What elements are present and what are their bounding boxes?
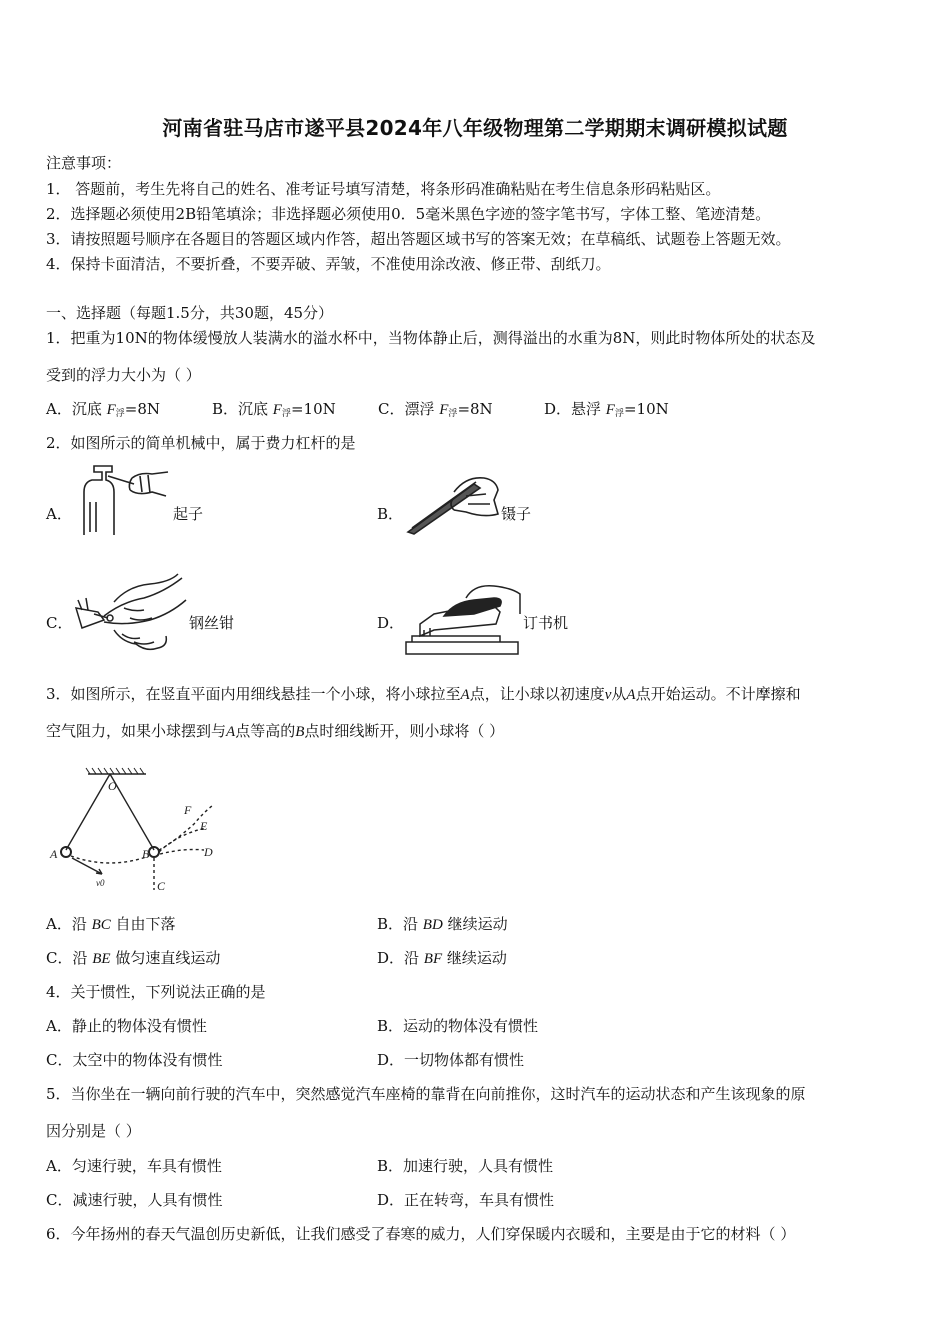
label-f: F — [184, 803, 192, 817]
q5-stem-line1: 5．当你坐在一辆向前行驶的汽车中，突然感觉汽车座椅的靠背在向前推你，这时汽车的运动状态和产生该现象的原 — [46, 1085, 806, 1103]
q4-option-d: D．一切物体都有惯性 — [377, 1051, 525, 1069]
label-c: C — [157, 879, 166, 893]
velocity-arrow — [72, 858, 102, 874]
label-e: E — [200, 819, 208, 833]
q2-option-a-name: 起子 — [173, 505, 204, 523]
notice-item-2: 2．选择题必须使用2B铅笔填涂；非选择题必须使用0．5毫米黑色字迹的签字笔书写，字体工整、笔迹清楚。 — [46, 205, 771, 223]
notice-item-1: 1． 答题前，考生先将自己的姓名、准考证号填写清楚，将条形码准确粘贴在考生信息条形码粘贴区。 — [46, 180, 721, 198]
q1-option-c: C．漂浮 $F_浮=8N$ — [378, 400, 493, 419]
label-b: B — [142, 847, 150, 861]
section-heading: 一、选择题（每题1.5分，共30题，45分） — [46, 304, 334, 322]
q5-option-c: C．减速行驶，人具有惯性 — [46, 1191, 223, 1209]
q2-option-a-letter: A． — [46, 505, 72, 523]
q2-option-c-letter: C． — [46, 614, 73, 632]
ball-a — [61, 847, 71, 857]
path-bd — [160, 850, 204, 855]
q2-option-c-name: 钢丝钳 — [189, 614, 235, 632]
notice-heading: 注意事项： — [46, 154, 122, 172]
q4-option-a: A．静止的物体没有惯性 — [46, 1017, 207, 1035]
q2-option-d-name: 订书机 — [523, 614, 569, 632]
stapler-illustration — [404, 584, 522, 656]
q3-option-d: D．沿 BF 继续运动 — [377, 949, 507, 967]
q4-option-b: B．运动的物体没有惯性 — [377, 1017, 539, 1035]
q3-option-b: B．沿 BD 继续运动 — [377, 915, 508, 933]
q4-stem: 4．关于惯性，下列说法正确的是 — [46, 983, 266, 1001]
pendulum-figure — [44, 766, 224, 894]
q2-option-d-letter: D． — [377, 614, 405, 632]
q2-option-b-name: 镊子 — [501, 505, 532, 523]
label-d: D — [204, 845, 213, 859]
q6-stem: 6．今年扬州的春天气温创历史新低，让我们感受了春寒的威力，人们穿保暖内衣暖和，主要是由于它的材料（ ） — [46, 1225, 796, 1243]
path-be — [159, 828, 206, 852]
notice-item-3: 3．请按照题号顺序在各题目的答题区域内作答，超出答题区域书写的答案无效；在草稿纸、试题卷上答题无效。 — [46, 230, 791, 248]
q5-option-d: D．正在转弯，车具有惯性 — [377, 1191, 555, 1209]
bottle-opener-illustration — [72, 462, 172, 536]
label-o: O — [108, 779, 117, 793]
q4-option-c: C．太空中的物体没有惯性 — [46, 1051, 223, 1069]
q2-stem: 2．如图所示的简单机械中，属于费力杠杆的是 — [46, 434, 356, 452]
q5-stem-line2: 因分别是（ ） — [46, 1122, 141, 1140]
q1-option-b: B．沉底 $F_浮=10N$ — [212, 400, 336, 419]
label-a: A — [50, 847, 58, 861]
q1-option-a: A．沉底 $F_浮=8N$ — [46, 400, 161, 419]
q5-option-a: A．匀速行驶，车具有惯性 — [46, 1157, 222, 1175]
swing-arc — [71, 856, 149, 863]
q3-option-a: A．沿 BC 自由下落 — [46, 915, 176, 933]
q2-option-b-letter: B． — [377, 505, 404, 523]
q1-option-d: D．悬浮 $F_浮=10N$ — [544, 400, 669, 419]
string-to-a — [66, 774, 110, 850]
q3-stem-line2: 空气阻力，如果小球摆到与A点等高的B点时细线断开，则小球将（ ） — [46, 722, 505, 740]
tweezers-illustration — [404, 474, 500, 536]
label-v0: v0 — [96, 878, 105, 888]
q3-option-c: C．沿 BE 做匀速直线运动 — [46, 949, 221, 967]
page-title: 河南省驻马店市遂平县2024年八年级物理第二学期期末调研模拟试题 — [162, 116, 788, 140]
q5-option-b: B．加速行驶，人具有惯性 — [377, 1157, 554, 1175]
q3-stem-line1: 3．如图所示，在竖直平面内用细线悬挂一个小球，将小球拉至A点，让小球以初速度v从A点开始运动。不计摩擦和 — [46, 685, 801, 703]
ball-b — [149, 847, 159, 857]
q1-stem-line2: 受到的浮力大小为（ ） — [46, 366, 201, 384]
pliers-illustration — [74, 572, 188, 656]
q1-stem-line1: 1．把重为10N的物体缓慢放人装满水的溢水杯中，当物体静止后，测得溢出的水重为8N，则此时物体所处的状态及 — [46, 329, 816, 347]
notice-item-4: 4．保持卡面清洁，不要折叠，不要弄破、弄皱，不准使用涂改液、修正带、刮纸刀。 — [46, 255, 611, 273]
